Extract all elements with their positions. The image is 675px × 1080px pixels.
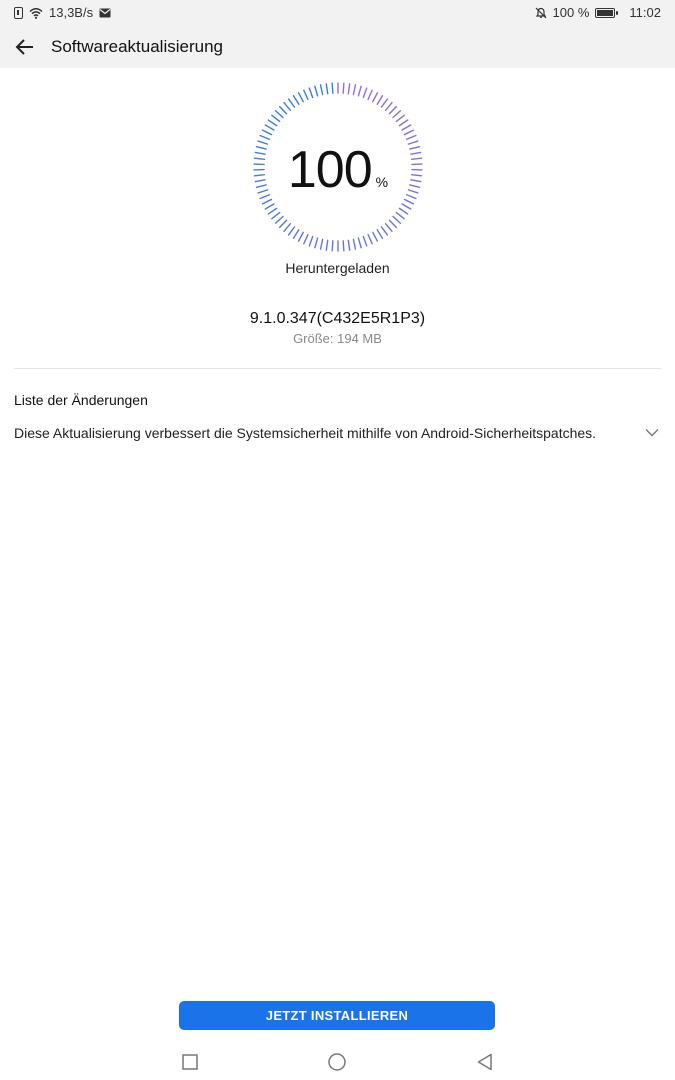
chevron-down-icon[interactable] xyxy=(645,428,659,437)
progress-tick xyxy=(332,83,333,93)
progress-value: 100 xyxy=(287,141,372,199)
progress-tick xyxy=(343,83,344,93)
back-nav-icon xyxy=(475,1052,495,1072)
progress-tick xyxy=(399,120,407,126)
battery-icon xyxy=(595,8,615,18)
progress-tick xyxy=(272,213,280,219)
progress-tick xyxy=(265,204,274,209)
progress-tick xyxy=(393,217,400,224)
progress-tick xyxy=(315,86,318,96)
progress-tick xyxy=(368,90,372,99)
bell-off-icon xyxy=(535,7,547,19)
progress-tick xyxy=(272,115,280,121)
progress-tick xyxy=(284,224,290,232)
progress-tick xyxy=(289,227,295,235)
changelog-item[interactable] xyxy=(0,418,675,448)
changelog-text: Diese Aktualisierung verbessert die Systemsicherheit mithilfe von Android-Sicherheitspatches. xyxy=(14,425,597,441)
home-button[interactable] xyxy=(327,1052,347,1072)
progress-tick xyxy=(377,96,382,104)
progress-unit: % xyxy=(375,174,389,190)
progress-tick xyxy=(348,84,349,94)
progress-tick xyxy=(386,103,392,111)
progress-tick xyxy=(343,241,344,251)
progress-tick xyxy=(396,213,404,219)
mail-icon xyxy=(99,8,111,18)
progress-tick xyxy=(280,107,287,114)
progress-tick xyxy=(293,230,298,238)
sim-icon xyxy=(14,7,23,19)
progress-tick xyxy=(389,107,396,114)
recent-apps-icon xyxy=(180,1052,200,1072)
clock: 11:02 xyxy=(629,5,661,20)
progress-tick xyxy=(358,86,361,96)
divider xyxy=(14,368,661,369)
progress-tick xyxy=(382,227,388,235)
progress-tick xyxy=(402,204,411,209)
progress-tick xyxy=(405,130,414,134)
progress-tick xyxy=(407,136,416,140)
progress-tick xyxy=(358,238,361,248)
progress-tick xyxy=(382,99,388,107)
progress-tick xyxy=(299,232,304,241)
progress-tick xyxy=(309,237,312,246)
progress-tick xyxy=(393,111,400,118)
recent-apps-button[interactable] xyxy=(180,1052,200,1072)
progress-tick xyxy=(315,238,318,248)
progress-tick xyxy=(265,125,274,130)
progress-tick xyxy=(405,199,414,203)
progress-tick xyxy=(332,241,333,251)
progress-tick xyxy=(389,220,396,227)
progress-tick xyxy=(289,99,295,107)
progress-tick xyxy=(268,120,276,126)
progress-tick xyxy=(268,208,276,214)
progress-tick xyxy=(363,88,366,97)
progress-percent xyxy=(247,140,429,200)
update-size: Größe: 194 MB xyxy=(293,331,382,346)
progress-tick xyxy=(284,103,290,111)
progress-tick xyxy=(368,235,372,244)
progress-tick xyxy=(386,224,392,232)
progress-tick xyxy=(396,115,404,121)
home-icon xyxy=(327,1052,347,1072)
battery-percent: 100 % xyxy=(552,5,590,20)
progress-tick xyxy=(373,93,378,102)
progress-tick xyxy=(321,239,323,249)
progress-tick xyxy=(399,208,407,214)
changelog-title: Liste der Änderungen xyxy=(14,392,148,408)
install-now-button[interactable]: JETZT INSTALLIEREN xyxy=(179,1001,495,1030)
progress-tick xyxy=(353,239,355,249)
progress-tick xyxy=(348,240,349,250)
progress-tick xyxy=(377,230,382,238)
back-button[interactable] xyxy=(12,34,38,60)
progress-tick xyxy=(326,240,327,250)
page-title: Softwareaktualisierung xyxy=(51,37,223,56)
progress-tick xyxy=(299,93,304,102)
wifi-icon xyxy=(29,7,43,19)
progress-tick xyxy=(326,84,327,94)
app-header xyxy=(0,26,675,68)
arrow-left-icon xyxy=(12,34,38,60)
progress-tick xyxy=(363,237,366,246)
network-speed: 13,3B/s xyxy=(49,5,94,20)
progress-tick xyxy=(260,136,269,140)
progress-tick xyxy=(353,85,355,95)
progress-tick xyxy=(309,88,312,97)
back-nav-button[interactable] xyxy=(475,1052,495,1072)
download-status: Heruntergeladen xyxy=(285,260,390,276)
progress-tick xyxy=(276,111,283,118)
progress-tick xyxy=(293,96,298,104)
progress-tick xyxy=(304,90,308,99)
progress-tick xyxy=(304,235,308,244)
progress-tick xyxy=(280,220,287,227)
version-number: 9.1.0.347(C432E5R1P3) xyxy=(249,310,426,327)
progress-tick xyxy=(373,232,378,241)
status-bar xyxy=(0,0,675,26)
progress-tick xyxy=(402,125,411,130)
progress-tick xyxy=(276,217,283,224)
navigation-bar xyxy=(0,1044,675,1080)
progress-tick xyxy=(321,85,323,95)
progress-tick xyxy=(263,130,272,134)
progress-tick xyxy=(263,199,272,203)
